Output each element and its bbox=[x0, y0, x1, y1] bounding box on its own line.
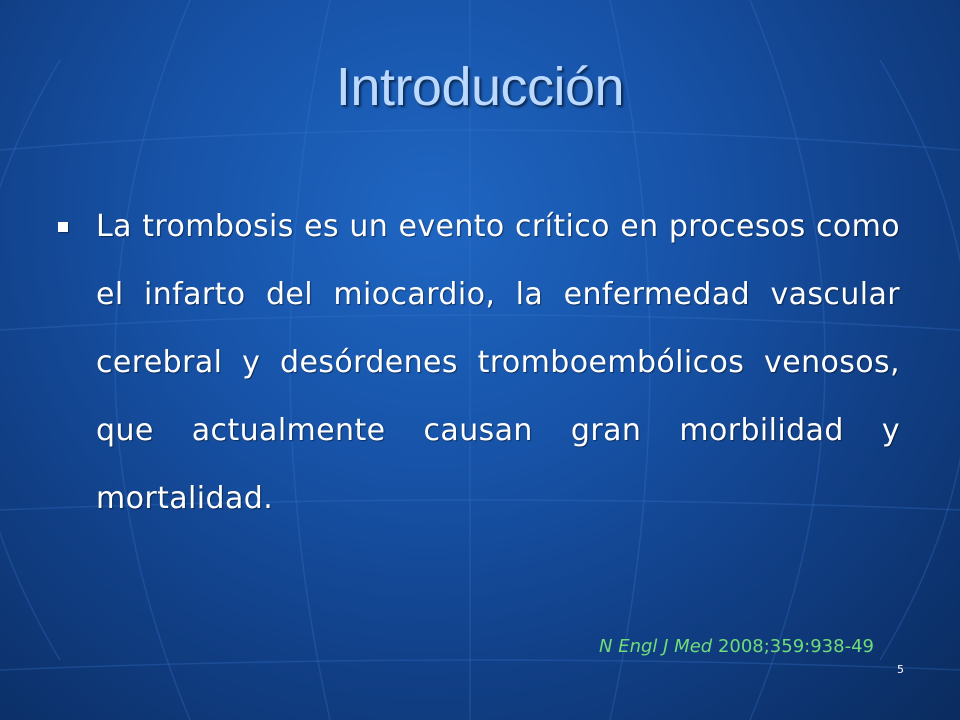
bullet-list bbox=[58, 193, 900, 533]
page-number: 5 bbox=[897, 663, 904, 676]
citation-reference: 2008;359:938-49 bbox=[717, 636, 874, 657]
slide-title: Introducción bbox=[335, 57, 625, 117]
citation bbox=[599, 636, 874, 657]
citation-journal: N Engl J Med bbox=[599, 636, 713, 657]
bullet-item bbox=[58, 193, 900, 533]
square-bullet-icon bbox=[58, 222, 68, 232]
bullet-text: La trombosis es un evento crítico en procesos como el infarto del miocardio, la enfermedad vascular cerebral y desórdenes tromboembólicos venosos, que actualmente causan gran morbilidad y mortalidad. bbox=[96, 209, 900, 516]
